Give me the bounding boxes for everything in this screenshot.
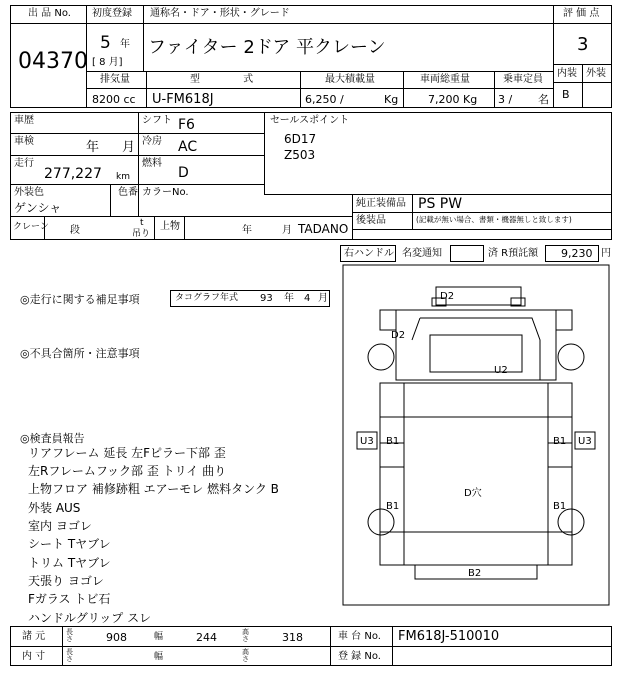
inspector-line: シート Tヤブレ bbox=[28, 537, 111, 551]
name-notice-box bbox=[450, 245, 484, 262]
inspection-label: 車検 bbox=[14, 136, 34, 147]
u3-left-label: U3 bbox=[360, 436, 374, 447]
name-header: 通称名・ドア・形状・グレード bbox=[150, 8, 290, 19]
u3-right-label: U3 bbox=[578, 436, 592, 447]
inspector-title: ◎検査員報告 bbox=[20, 432, 85, 445]
exterior-label: 外装 bbox=[586, 68, 606, 79]
ac-label: 冷房 bbox=[142, 136, 162, 147]
lot-no: 04370 bbox=[18, 49, 88, 74]
defect-title: ◎不具合箇所・注意事項 bbox=[20, 347, 140, 360]
equip-label: 純正装備品 bbox=[356, 198, 406, 209]
car-name: ファイター 2ドア 平クレーン bbox=[148, 37, 386, 58]
fuel: D bbox=[178, 165, 189, 181]
rhd: 右ハンドル bbox=[344, 248, 394, 259]
color-no2-label: カラーNo. bbox=[142, 187, 189, 198]
body-label: 上物 bbox=[160, 221, 180, 232]
inner-label: 内 寸 bbox=[22, 651, 46, 662]
sales-point-2: Z503 bbox=[284, 148, 316, 162]
capacity: 3 / bbox=[498, 93, 513, 106]
height-label: 高さ bbox=[242, 628, 249, 643]
tacho-year: 93 bbox=[260, 293, 273, 304]
inspector-line: 室内 ヨゴレ bbox=[28, 519, 92, 533]
history-label: 車歴 bbox=[14, 115, 34, 126]
max-load-unit: Kg bbox=[384, 93, 399, 106]
ext-color-label: 外装色 bbox=[14, 187, 44, 198]
inner-width-label: 幅 bbox=[154, 652, 164, 662]
sales-label: セールスポイント bbox=[270, 115, 350, 126]
inspection-month: 月 bbox=[122, 140, 136, 155]
tacho-month-unit: 月 bbox=[318, 293, 328, 304]
b1-upper-left: B1 bbox=[386, 436, 400, 447]
width: 244 bbox=[196, 631, 217, 644]
b2-label: B2 bbox=[468, 568, 482, 579]
sales-point-1: 6D17 bbox=[284, 132, 317, 146]
inspector-line: 左Rフレームフック部 歪 トリイ 曲り bbox=[28, 464, 227, 478]
capacity-unit: 名 bbox=[538, 93, 549, 106]
reg-year-unit: 年 bbox=[120, 39, 130, 50]
ton-label: t bbox=[140, 218, 144, 228]
equip: PS PW bbox=[418, 196, 463, 212]
b1-lower-right: B1 bbox=[553, 501, 567, 512]
displacement-label: 排気量 bbox=[100, 74, 130, 85]
mileage: 277,227 bbox=[44, 166, 102, 182]
width-label: 幅 bbox=[154, 632, 164, 642]
max-load: 6,250 / bbox=[305, 93, 344, 106]
inspector-line: 上物フロア 補修跡粗 エアーモレ 燃料タンク B bbox=[28, 482, 279, 496]
d2-box-label: D2 bbox=[440, 291, 455, 302]
recycle-label: 済 R預託額 bbox=[488, 248, 539, 259]
height: 318 bbox=[282, 631, 303, 644]
reg-label: 登 録 No. bbox=[338, 651, 381, 662]
lot-no-label: 出 品 No. bbox=[28, 8, 71, 19]
shift-label: シフト bbox=[142, 115, 172, 126]
inspector-line: Fガラス トビ石 bbox=[28, 592, 111, 606]
fuel-label: 燃料 bbox=[142, 158, 162, 169]
mileage-unit: km bbox=[116, 172, 130, 182]
aftermarket-note: (記載が無い場合、書類・機器無しと致します) bbox=[416, 215, 572, 224]
model-label: 型 式 bbox=[190, 74, 254, 85]
crane-label: クレーン bbox=[13, 222, 49, 232]
inspection-year: 年 bbox=[86, 140, 100, 155]
hoist-label: 吊り bbox=[132, 229, 151, 239]
d-hole-label: D穴 bbox=[464, 488, 482, 499]
body-maker: TADANO bbox=[298, 222, 349, 236]
color-no-label: 色番 bbox=[118, 187, 138, 198]
score: 3 bbox=[577, 34, 589, 55]
tacho-month: 4 bbox=[304, 293, 311, 304]
d2-cab-label: D2 bbox=[391, 330, 406, 341]
length-label: 長さ bbox=[66, 628, 73, 643]
running-title: ◎走行に関する補足事項 bbox=[20, 293, 140, 306]
first-reg-label: 初度登録 bbox=[92, 8, 132, 19]
body-month: 月 bbox=[282, 225, 292, 236]
length: 908 bbox=[106, 631, 127, 644]
name-notice: 名変通知 bbox=[402, 248, 442, 259]
shift: F6 bbox=[178, 117, 195, 133]
gross-weight-label: 車両総重量 bbox=[420, 74, 470, 85]
stage-label: 段 bbox=[70, 225, 80, 236]
ac: AC bbox=[178, 139, 198, 155]
body-year: 年 bbox=[242, 225, 252, 236]
dims-label: 諸 元 bbox=[22, 631, 46, 642]
ext-color: ゲンシャ bbox=[14, 201, 62, 215]
reg-year: 5 bbox=[100, 33, 111, 53]
chassis-label: 車 台 No. bbox=[338, 631, 381, 642]
inspector-line: 天張り ヨゴレ bbox=[28, 574, 104, 588]
recycle-unit: 円 bbox=[601, 248, 611, 259]
b1-lower-left: B1 bbox=[386, 501, 400, 512]
inner-length-label: 長さ bbox=[66, 648, 73, 663]
chassis: FM618J-510010 bbox=[398, 629, 500, 644]
inspector-line: トリム Tヤブレ bbox=[28, 556, 111, 570]
model: U-FM618J bbox=[152, 92, 214, 107]
b1-upper-right: B1 bbox=[553, 436, 567, 447]
mileage-label: 走行 bbox=[14, 158, 34, 169]
score-label: 評 価 点 bbox=[563, 8, 600, 19]
reg-month: [ 8 月] bbox=[92, 57, 123, 68]
capacity-label: 乗車定員 bbox=[503, 74, 543, 85]
max-load-label: 最大積載量 bbox=[325, 74, 375, 85]
recycle-amount: 9,230 bbox=[561, 247, 593, 260]
tacho-year-unit: 年 bbox=[284, 293, 294, 304]
interior-label: 内装 bbox=[557, 68, 577, 79]
inner-height-label: 高さ bbox=[242, 648, 249, 663]
gross-weight: 7,200 Kg bbox=[428, 93, 478, 106]
inspector-line: ハンドルグリップ スレ bbox=[28, 611, 152, 625]
displacement: 8200 cc bbox=[92, 93, 136, 106]
u2-label: U2 bbox=[494, 365, 508, 376]
aftermarket-label: 後装品 bbox=[356, 215, 386, 226]
tacho-label: タコグラフ年式 bbox=[175, 293, 239, 303]
inspector-line: 外装 AUS bbox=[28, 501, 81, 515]
interior-grade: B bbox=[562, 88, 570, 101]
inspector-line: リアフレーム 延長 左Fピラー下部 歪 bbox=[28, 446, 226, 460]
